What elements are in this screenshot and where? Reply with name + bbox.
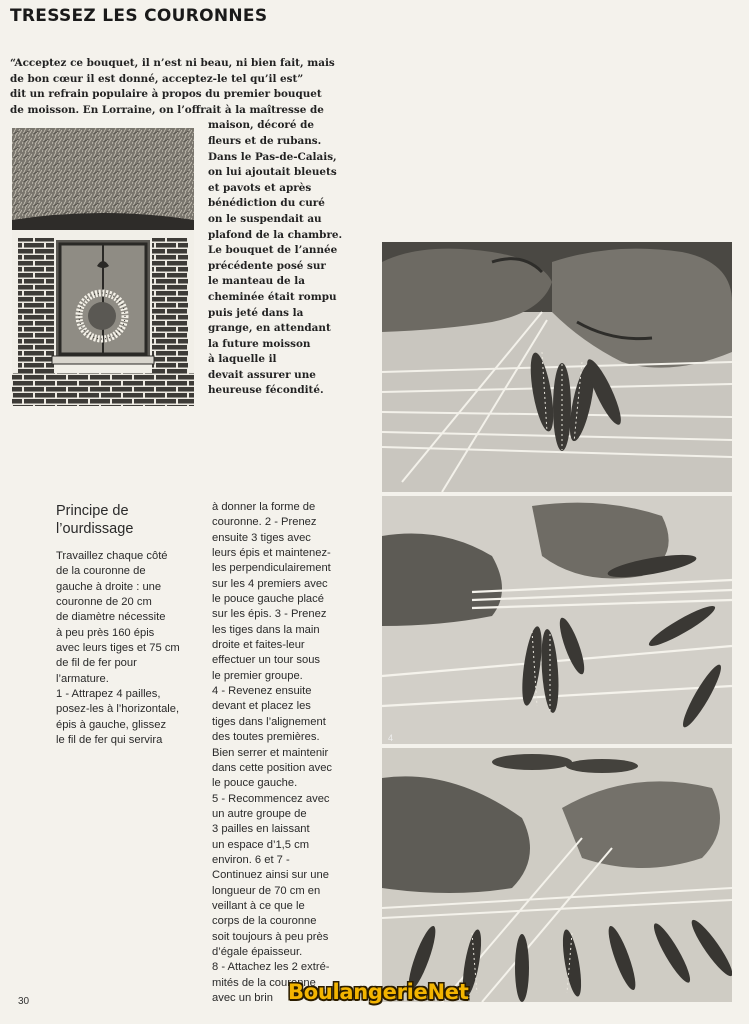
step-photo-1: [382, 242, 732, 492]
text-line: 5 - Recommencez avec: [212, 792, 330, 805]
intro-line: le manteau de la: [208, 275, 305, 288]
text-line: dans cette position avec: [212, 761, 333, 774]
text-line: d’égale épaisseur.: [212, 945, 303, 958]
text-line: 3 pailles en laissant: [212, 823, 310, 836]
intro-line: la future moisson: [208, 337, 311, 350]
intro-line: cheminée était rompu: [208, 290, 337, 303]
text-line: veillant à ce que le: [212, 899, 305, 912]
text-line: posez-les à l’horizontale,: [56, 703, 180, 716]
instructions-column-2: [212, 500, 332, 1006]
intro-line: devait assurer une: [208, 368, 316, 381]
text-line: droite et faites-leur: [212, 639, 305, 652]
section-title-line: Principe de: [56, 503, 129, 519]
watermark-logo: BoulangerieNet: [288, 980, 469, 1004]
step-photo-3: [382, 748, 732, 1002]
text-line: longueur de 70 cm en: [212, 884, 321, 897]
intro-line: précédente posé sur: [208, 259, 326, 272]
text-line: à peu près 160 épis: [56, 626, 155, 639]
text-line: couronne. 2 - Prenez: [212, 516, 317, 529]
text-line: ensuite 3 tiges avec: [212, 531, 311, 544]
text-line: Bien serrer et maintenir: [212, 746, 329, 759]
text-line: épis à gauche, glissez: [56, 718, 167, 731]
text-line: Continuez ainsi sur une: [212, 869, 329, 882]
intro-line: Le bouquet de l’année: [208, 244, 338, 257]
text-line: de fil de fer pour: [56, 657, 137, 670]
text-line: avec leurs tiges et 75 cm: [56, 642, 180, 655]
section-title: [56, 502, 133, 538]
intro-line: on lui ajoutait bleuets: [208, 166, 337, 179]
text-line: des toutes premières.: [212, 731, 320, 744]
text-line: effectuer un tour sous: [212, 654, 321, 667]
instructions-column-1: [56, 549, 180, 748]
intro-line: grange, en attendant: [208, 322, 331, 335]
intro-line: de bon cœur il est donné, acceptez-le tel qu’il est”: [10, 72, 304, 85]
text-line: le pouce gauche placé: [212, 593, 324, 606]
text-line: devant et placez les: [212, 700, 311, 713]
text-line: 4 - Revenez ensuite: [212, 685, 312, 698]
text-line: mités de la couronne: [212, 976, 316, 989]
section-title-line: l’ourdissage: [56, 521, 134, 537]
page-number: 30: [18, 996, 30, 1007]
text-line: gauche à droite : une: [56, 580, 162, 593]
text-line: le pouce gauche.: [212, 777, 298, 790]
intro-line: puis jeté dans la: [208, 306, 304, 319]
intro-line: heureuse fécondité.: [208, 384, 324, 397]
text-line: un autre groupe de: [212, 807, 307, 820]
intro-line: et pavots et après: [208, 181, 312, 194]
text-line: Travaillez chaque côté: [56, 550, 168, 562]
text-line: sur les épis. 3 - Prenez: [212, 608, 327, 621]
intro-line: plafond de la chambre.: [208, 228, 343, 241]
intro-line: bénédiction du curé: [208, 197, 325, 210]
text-line: couronne de 20 cm: [56, 596, 152, 609]
text-line: un espace d’1,5 cm: [212, 838, 310, 851]
text-line: de diamètre nécessite: [56, 611, 166, 624]
text-line: sur les 4 premiers avec: [212, 577, 328, 590]
intro-line: dit un refrain populaire à propos du premier bouquet: [10, 88, 322, 101]
text-line: les tiges dans la main: [212, 623, 320, 636]
text-line: tiges dans l’alignement: [212, 715, 326, 728]
text-line: à donner la forme de: [212, 501, 316, 513]
intro-line: on le suspendait au: [208, 212, 322, 225]
intro-line: “Acceptez ce bouquet, il n’est ni beau, ni bien fait, mais: [10, 57, 335, 69]
house-wall-photo: [12, 128, 194, 406]
text-line: 8 - Attachez les 2 extré-: [212, 961, 330, 974]
intro-line: maison, décoré de: [208, 119, 314, 132]
figure-label: 4: [388, 733, 394, 743]
text-line: corps de la couronne: [212, 915, 317, 928]
intro-line: à laquelle il: [208, 353, 277, 366]
intro-line: fleurs et de rubans.: [208, 134, 322, 147]
intro-line: Dans le Pas-de-Calais,: [208, 150, 337, 163]
text-line: environ. 6 et 7 -: [212, 853, 290, 866]
text-line: soit toujours à peu près: [212, 930, 329, 943]
text-line: le premier groupe.: [212, 669, 303, 682]
text-line: 1 - Attrapez 4 pailles,: [56, 688, 161, 701]
text-line: de la couronne de: [56, 565, 146, 578]
text-line: avec un brin: [212, 992, 273, 1004]
text-line: leurs épis et maintenez-: [212, 547, 331, 560]
text-line: le fil de fer qui servira: [56, 734, 163, 747]
step-photo-2: [382, 496, 732, 744]
page-title: TRESSEZ LES COURONNES: [10, 6, 268, 26]
text-line: l’armature.: [56, 672, 109, 685]
text-line: les perpendiculairement: [212, 562, 331, 575]
intro-line: de moisson. En Lorraine, on l’offrait à la maîtresse de: [10, 103, 324, 116]
